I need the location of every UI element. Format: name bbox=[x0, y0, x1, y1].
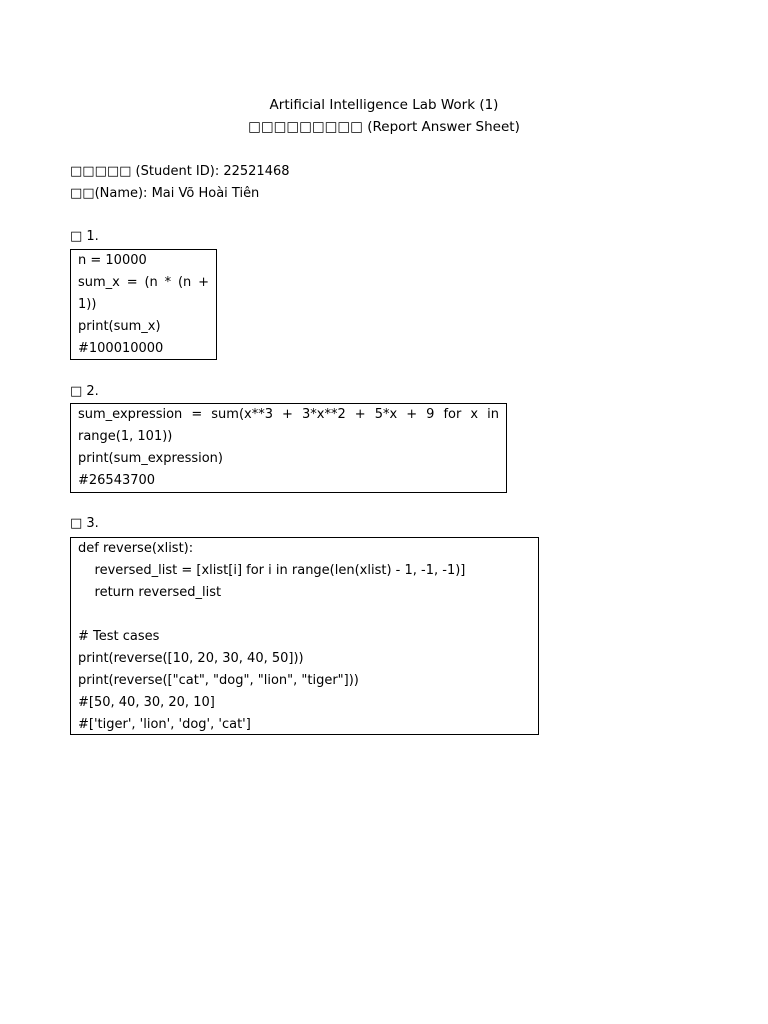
question-3-label: □ 3. bbox=[70, 516, 99, 531]
question-3-code-box bbox=[70, 537, 539, 735]
code-line: n = 10000 bbox=[78, 253, 147, 268]
question-1-code-box bbox=[70, 249, 217, 360]
student-name-line: □□(Name): Mai Võ Hoài Tiên bbox=[70, 186, 260, 201]
code-line: #['tiger', 'lion', 'dog', 'cat'] bbox=[78, 717, 251, 732]
document-subtitle: □□□□□□□□□ (Report Answer Sheet) bbox=[248, 119, 520, 135]
document-title: Artificial Intelligence Lab Work (1) bbox=[269, 97, 499, 113]
code-line: print(reverse([10, 20, 30, 40, 50])) bbox=[78, 651, 304, 666]
code-line: print(sum_expression) bbox=[78, 451, 223, 466]
code-line: reversed_list = [xlist[i] for i in range(len(xlist) - 1, -1, -1)] bbox=[78, 563, 466, 578]
question-1-label: □ 1. bbox=[70, 229, 99, 244]
student-id-line: □□□□□ (Student ID): 22521468 bbox=[70, 164, 290, 179]
code-line: def reverse(xlist): bbox=[78, 541, 194, 556]
code-line: 1)) bbox=[78, 297, 97, 312]
code-line: sum_x = (n * (n + bbox=[78, 275, 209, 290]
code-line: # Test cases bbox=[78, 629, 160, 644]
code-line bbox=[78, 604, 531, 626]
question-2-label: □ 2. bbox=[70, 384, 99, 399]
code-line: sum_expression = sum(x**3 + 3*x**2 + 5*x + 9 for x in bbox=[78, 407, 499, 422]
question-2-code-box bbox=[70, 403, 507, 493]
code-line: #[50, 40, 30, 20, 10] bbox=[78, 695, 215, 710]
code-line: #26543700 bbox=[78, 473, 156, 488]
code-line: range(1, 101)) bbox=[78, 429, 173, 444]
code-line: #100010000 bbox=[78, 341, 164, 356]
code-line: print(sum_x) bbox=[78, 319, 161, 334]
code-line: return reversed_list bbox=[78, 585, 222, 600]
code-line: print(reverse(["cat", "dog", "lion", "tiger"])) bbox=[78, 673, 359, 688]
